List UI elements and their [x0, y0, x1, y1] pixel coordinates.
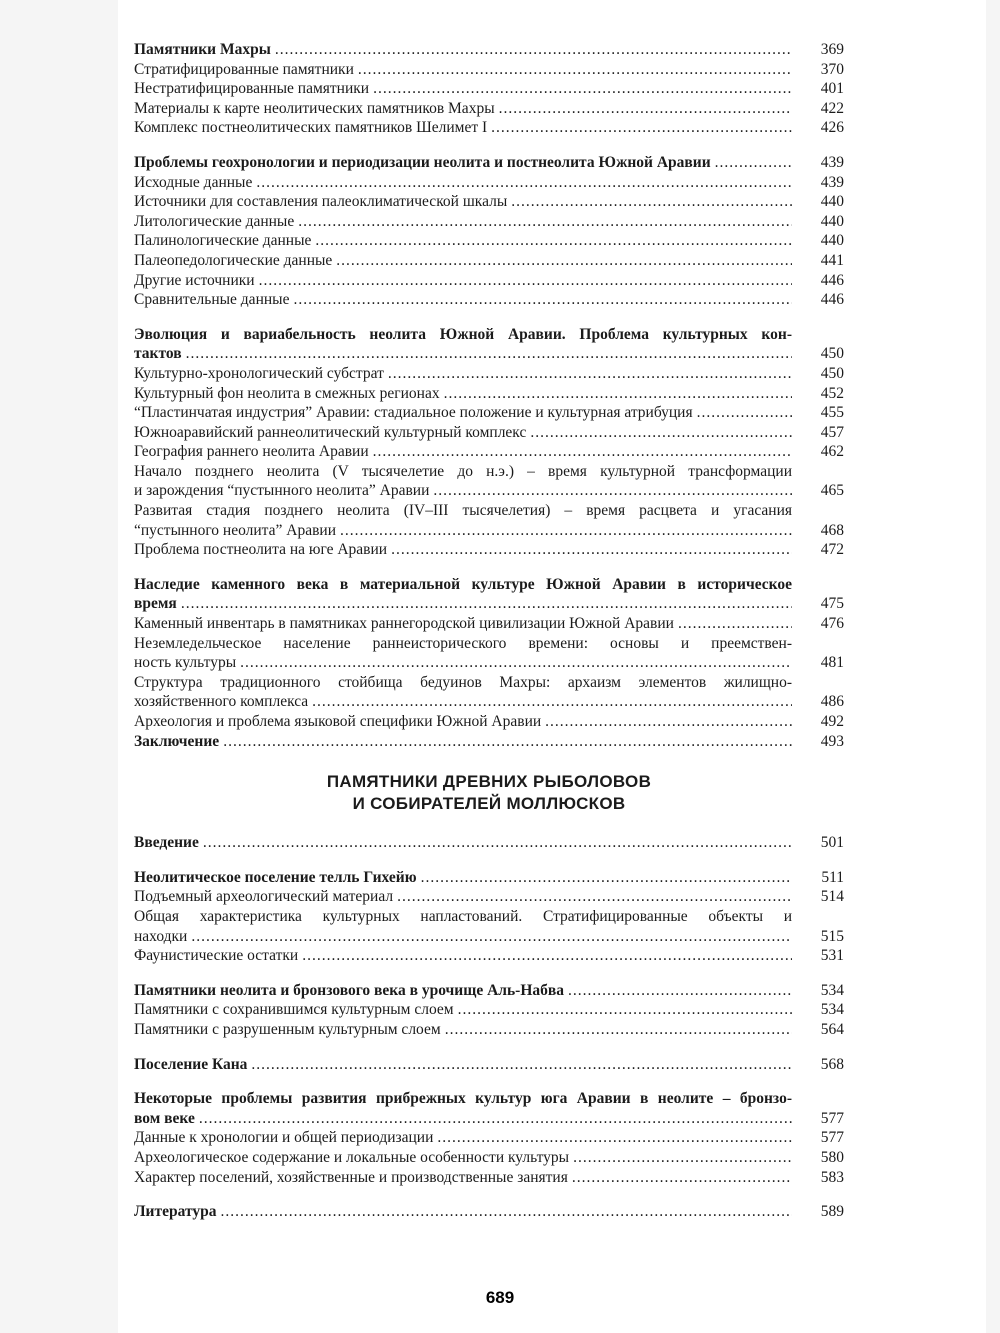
toc-entry-title: “Пластинчатая индустрия” Аравии: стадиальное положение и культурная атрибуция	[134, 404, 693, 422]
toc-entry-title: Проблема постнеолита на юге Аравии	[134, 541, 388, 559]
leader-dots	[397, 887, 792, 907]
toc-entry-page: 441	[820, 251, 844, 269]
toc-entry-page: 486	[820, 693, 844, 711]
leader-dots	[340, 521, 792, 541]
toc-entry-page: 455	[820, 404, 844, 422]
toc-entry-line	[134, 1020, 844, 1040]
toc-entry-title-first-line: Развитая стадия позднего неолита (IV–III тысячелетия) – время расцвета и угасания	[134, 502, 792, 520]
toc-entry[interactable]	[134, 192, 844, 212]
toc-entry-line	[134, 833, 844, 853]
toc-entry-title: Археология и проблема языковой специфики Южной Аравии	[134, 713, 542, 730]
leader-dots	[444, 384, 792, 404]
toc-entry-title: хозяйственного комплекса	[134, 693, 309, 711]
toc-entry-line	[134, 251, 844, 271]
leader-dots	[298, 212, 792, 232]
toc-group	[134, 325, 844, 560]
toc-entry-line	[134, 981, 844, 1001]
toc-entry-title: Сравнительные данные	[134, 291, 290, 309]
toc-entry[interactable]	[134, 1168, 844, 1188]
toc-entry-title: Культурно-хронологический субстрат	[134, 364, 384, 382]
toc-entry-page: 457	[820, 423, 844, 441]
toc-entry-page: 468	[820, 521, 844, 539]
toc-entry[interactable]	[134, 290, 844, 310]
toc-entry-line	[134, 1128, 844, 1148]
toc-entry[interactable]	[134, 1000, 844, 1020]
toc-entry[interactable]	[134, 442, 844, 462]
leader-dots	[678, 614, 792, 634]
toc-entry-line	[134, 1000, 844, 1020]
toc-entry-page: 492	[820, 713, 844, 730]
toc-entry-page: 370	[820, 60, 844, 78]
toc-entry-line	[134, 1148, 844, 1168]
toc-entry-title-first-line: Неземледельческое население раннеисторического времени: основы и преемствен-	[134, 634, 792, 652]
toc-entry-title: Характер поселений, хозяйственные и производственные занятия	[134, 1168, 568, 1186]
toc-entry-title: Неолитическое поселение телль Гихейю	[134, 868, 417, 886]
toc-entry-line	[134, 481, 844, 501]
toc-entry-title: вом веке	[134, 1109, 195, 1127]
toc-entry-line	[134, 1109, 844, 1129]
toc-group	[134, 833, 844, 853]
toc-group	[134, 868, 844, 966]
toc-entry-line	[134, 1202, 844, 1222]
toc-entry-title: Другие источники	[134, 271, 255, 289]
toc-entry-title: Исходные данные	[134, 173, 253, 191]
toc-entry[interactable]	[134, 501, 844, 540]
toc-entry[interactable]	[134, 634, 844, 673]
toc-entry-title-first-line: Эволюция и вариабельность неолита Южной Аравии. Проблема культурных кон-	[134, 325, 792, 343]
toc-entry-page: 583	[820, 1168, 844, 1186]
toc-entry-title: Археологическое содержание и локальные особенности культуры	[134, 1148, 570, 1166]
toc-entry-line	[134, 290, 844, 310]
toc-entry-title: Литологические данные	[134, 212, 295, 230]
toc-entry-title: Палеопедологические данные	[134, 251, 333, 269]
toc-entry-line	[134, 60, 844, 80]
toc-entry-title: Источники для составления палеоклиматической шкалы	[134, 193, 508, 211]
toc-entry[interactable]	[134, 212, 844, 232]
toc-entry-title: География раннего неолита Аравии	[134, 443, 369, 461]
toc-entry[interactable]	[134, 732, 844, 752]
toc-entry-line	[134, 946, 844, 966]
toc-entry-title: “пустынного неолита” Аравии	[134, 521, 337, 539]
toc-entry-page: 450	[820, 345, 844, 363]
toc-entry-page: 422	[820, 99, 844, 117]
toc-entry-page: 534	[820, 981, 844, 999]
toc-entry-title: Культурный фон неолита в смежных регионах	[134, 384, 440, 402]
toc-group	[134, 40, 844, 138]
toc-entry-page: 472	[820, 541, 844, 559]
toc-entry-page: 446	[820, 271, 844, 289]
toc-entry[interactable]	[134, 271, 844, 291]
leader-dots	[293, 290, 792, 310]
toc-entry-line	[134, 540, 844, 560]
toc-entry[interactable]	[134, 153, 844, 173]
toc-group	[134, 1089, 844, 1187]
leader-dots	[373, 442, 792, 462]
toc-group	[134, 1202, 844, 1222]
toc-entry-line	[134, 887, 844, 907]
toc-entry-line	[134, 79, 844, 99]
toc-entry-title: Южноаравийский раннеолитический культурный комплекс	[134, 423, 527, 441]
toc-entry-page: 452	[820, 384, 844, 402]
toc-group	[134, 981, 844, 1040]
toc-entry-page: 450	[820, 364, 844, 382]
toc-entry-title: Памятники неолита и бронзового века в урочище Аль-Набва	[134, 981, 564, 999]
toc-entry-title: Стратифицированные памятники	[134, 60, 354, 78]
leader-dots	[391, 540, 792, 560]
toc-entry-title: Комплекс постнеолитических памятников Шелимет I	[134, 119, 488, 137]
leader-dots	[421, 868, 792, 888]
leader-dots	[240, 653, 792, 673]
leader-dots	[312, 692, 792, 712]
toc-entry-title: Литература	[134, 1203, 217, 1221]
toc-entry-line	[134, 712, 844, 732]
toc-entry[interactable]	[134, 173, 844, 193]
toc-entry-line	[134, 192, 844, 212]
toc-entry[interactable]	[134, 79, 844, 99]
toc-entry-page: 531	[820, 947, 844, 965]
leader-dots	[445, 1020, 792, 1040]
toc-entry-title: Палинологические данные	[134, 232, 312, 250]
toc-entry-title: Каменный инвентарь в памятниках раннегородской цивилизации Южной Аравии	[134, 615, 674, 633]
toc-group	[134, 575, 844, 751]
toc-entry-page: 440	[820, 232, 844, 250]
toc-entry[interactable]	[134, 251, 844, 271]
toc-entry-title: Фаунистические остатки	[134, 947, 299, 965]
toc-entry-page: 465	[820, 482, 844, 500]
toc-part-2	[134, 833, 844, 1222]
toc-entry-page: 426	[820, 119, 844, 137]
leader-dots	[259, 271, 792, 291]
toc-entry[interactable]	[134, 614, 844, 634]
leader-dots	[373, 79, 792, 99]
toc-group	[134, 1055, 844, 1075]
toc-entry-line	[134, 423, 844, 443]
toc-entry-page: 515	[820, 927, 844, 945]
toc-entry-line	[134, 1055, 844, 1075]
toc-entry[interactable]	[134, 712, 844, 732]
page-number: 689	[485, 1288, 515, 1307]
toc-entry-title-first-line: Начало позднего неолита (V тысячелетие до н.э.) – время культурной трансформации	[134, 462, 792, 480]
leader-dots	[220, 1202, 792, 1222]
toc-entry-line	[134, 403, 844, 423]
leader-dots	[199, 1109, 792, 1129]
toc-entry-line	[134, 99, 844, 119]
toc-entry-title-first-line: Общая характеристика культурных напластований. Стратифицированные объекты и	[134, 907, 792, 925]
toc-entry-line	[134, 364, 844, 384]
leader-dots	[275, 40, 792, 60]
leader-dots	[336, 251, 792, 271]
toc-entry[interactable]	[134, 1148, 844, 1168]
toc-entry-page: 514	[820, 888, 844, 906]
leader-dots	[499, 99, 792, 119]
toc-entry[interactable]	[134, 1020, 844, 1040]
leader-dots	[573, 1148, 792, 1168]
toc-entry-title: находки	[134, 927, 188, 945]
toc-entry-line	[134, 173, 844, 193]
toc-entry-line	[134, 1168, 844, 1188]
toc-entry-line	[134, 153, 844, 173]
toc-entry-line	[134, 442, 844, 462]
toc-entry-title: и зарождения “пустынного неолита” Аравии	[134, 482, 430, 500]
toc-entry[interactable]	[134, 99, 844, 119]
toc-entry-line	[134, 732, 844, 752]
toc-entry[interactable]	[134, 118, 844, 138]
book-page	[118, 0, 986, 1333]
toc-entry-page: 568	[820, 1055, 844, 1073]
toc-entry-page: 401	[820, 80, 844, 98]
toc-entry[interactable]	[134, 946, 844, 966]
toc-entry[interactable]	[134, 907, 844, 946]
toc-entry-title: Данные к хронологии и общей периодизации	[134, 1129, 434, 1147]
toc-entry-line	[134, 594, 844, 614]
leader-dots	[511, 192, 792, 212]
leader-dots	[315, 231, 792, 251]
toc-entry-page: 462	[820, 443, 844, 461]
toc-entry-line	[134, 231, 844, 251]
toc-entry[interactable]	[134, 384, 844, 404]
leader-dots	[458, 1000, 792, 1020]
leader-dots	[715, 153, 792, 173]
toc-entry-page: 440	[820, 212, 844, 230]
toc-entry-page: 534	[820, 1001, 844, 1019]
toc-entry-line	[134, 692, 844, 712]
leader-dots	[191, 927, 792, 947]
leader-dots	[568, 981, 792, 1001]
toc-entry-title: Введение	[134, 834, 199, 852]
toc-entry-page: 369	[820, 41, 844, 58]
toc-entry-page: 511	[821, 868, 844, 886]
toc-entry[interactable]	[134, 833, 844, 853]
toc-entry[interactable]	[134, 60, 844, 80]
table-of-contents	[134, 40, 844, 1237]
toc-entry-page: 577	[820, 1109, 844, 1127]
toc-entry-page: 481	[820, 654, 844, 672]
toc-entry[interactable]	[134, 1202, 844, 1222]
toc-entry[interactable]	[134, 325, 844, 364]
toc-entry[interactable]	[134, 423, 844, 443]
leader-dots	[572, 1168, 792, 1188]
toc-entry-title: Памятники с разрушенным культурным слоем	[134, 1020, 441, 1038]
toc-entry-line	[134, 521, 844, 541]
toc-entry-title: Памятники с сохранившимся культурным слоем	[134, 1001, 454, 1019]
leader-dots	[302, 946, 792, 966]
toc-entry-page: 564	[820, 1020, 844, 1038]
toc-entry[interactable]	[134, 1089, 844, 1128]
toc-entry-line	[134, 614, 844, 634]
section-heading	[134, 771, 844, 815]
leader-dots	[181, 594, 792, 614]
toc-entry-line	[134, 927, 844, 947]
leader-dots	[203, 833, 792, 853]
toc-entry[interactable]	[134, 40, 844, 60]
toc-entry-page: 440	[820, 193, 844, 211]
toc-entry[interactable]	[134, 868, 844, 888]
toc-group	[134, 153, 844, 310]
leader-dots	[697, 403, 792, 423]
leader-dots	[491, 118, 792, 138]
leader-dots	[358, 60, 792, 80]
toc-entry-title: Проблемы геохронологии и периодизации неолита и постнеолита Южной Аравии	[134, 153, 711, 171]
section-heading-line-1: ПАМЯТНИКИ ДРЕВНИХ РЫБОЛОВОВ	[326, 772, 652, 792]
toc-entry-page: 439	[820, 173, 844, 191]
toc-entry-page: 446	[820, 291, 844, 309]
toc-entry[interactable]	[134, 364, 844, 384]
toc-entry-title: тактов	[134, 345, 182, 363]
toc-entry-line	[134, 384, 844, 404]
toc-entry-title: время	[134, 595, 177, 613]
section-heading-line-2: И СОБИРАТЕЛЕЙ МОЛЛЮСКОВ	[352, 794, 626, 814]
toc-entry-title: Нестратифицированные памятники	[134, 80, 370, 98]
toc-entry-title: Памятники Махры	[134, 41, 271, 58]
toc-entry-title: Подъемный археологический материал	[134, 888, 394, 906]
toc-entry-title-first-line: Структура традиционного стойбища бедуинов Махры: архаизм элементов жилищно-	[134, 673, 792, 691]
toc-entry-title-first-line: Некоторые проблемы развития прибрежных культур юга Аравии в неолите – бронзо-	[134, 1090, 792, 1108]
toc-entry-page: 476	[820, 615, 844, 633]
toc-part-1	[134, 40, 844, 751]
leader-dots	[437, 1128, 792, 1148]
toc-entry-page: 475	[820, 595, 844, 613]
leader-dots	[186, 344, 792, 364]
toc-entry-title: Поселение Кана	[134, 1055, 248, 1073]
toc-entry-title: Материалы к карте неолитических памятников Махры	[134, 99, 495, 117]
toc-entry-title: Заключение	[134, 732, 220, 750]
toc-entry-line	[134, 271, 844, 291]
toc-entry-page: 501	[820, 834, 844, 852]
toc-entry[interactable]	[134, 887, 844, 907]
toc-entry[interactable]	[134, 1055, 844, 1075]
toc-entry-page: 439	[820, 153, 844, 171]
toc-entry-title: ность культуры	[134, 654, 237, 672]
toc-entry-line	[134, 40, 844, 60]
toc-entry-page: 580	[820, 1148, 844, 1166]
toc-entry-title-first-line: Наследие каменного века в материальной культуре Южной Аравии в историческое	[134, 575, 792, 593]
toc-entry[interactable]	[134, 462, 844, 501]
toc-entry[interactable]	[134, 673, 844, 712]
toc-entry-page: 589	[820, 1203, 844, 1221]
toc-entry-line	[134, 868, 844, 888]
leader-dots	[530, 423, 792, 443]
leader-dots	[545, 712, 792, 732]
leader-dots	[223, 732, 792, 752]
toc-entry-page: 493	[820, 732, 844, 750]
toc-entry[interactable]	[134, 403, 844, 423]
toc-entry-line	[134, 344, 844, 364]
toc-entry[interactable]	[134, 231, 844, 251]
leader-dots	[433, 481, 792, 501]
toc-entry[interactable]	[134, 1128, 844, 1148]
toc-entry-line	[134, 212, 844, 232]
toc-entry[interactable]	[134, 575, 844, 614]
toc-entry-page: 577	[820, 1129, 844, 1147]
leader-dots	[256, 173, 792, 193]
toc-entry-line	[134, 118, 844, 138]
leader-dots	[251, 1055, 792, 1075]
toc-entry-line	[134, 653, 844, 673]
toc-entry[interactable]	[134, 981, 844, 1001]
leader-dots	[388, 364, 792, 384]
toc-entry[interactable]	[134, 540, 844, 560]
